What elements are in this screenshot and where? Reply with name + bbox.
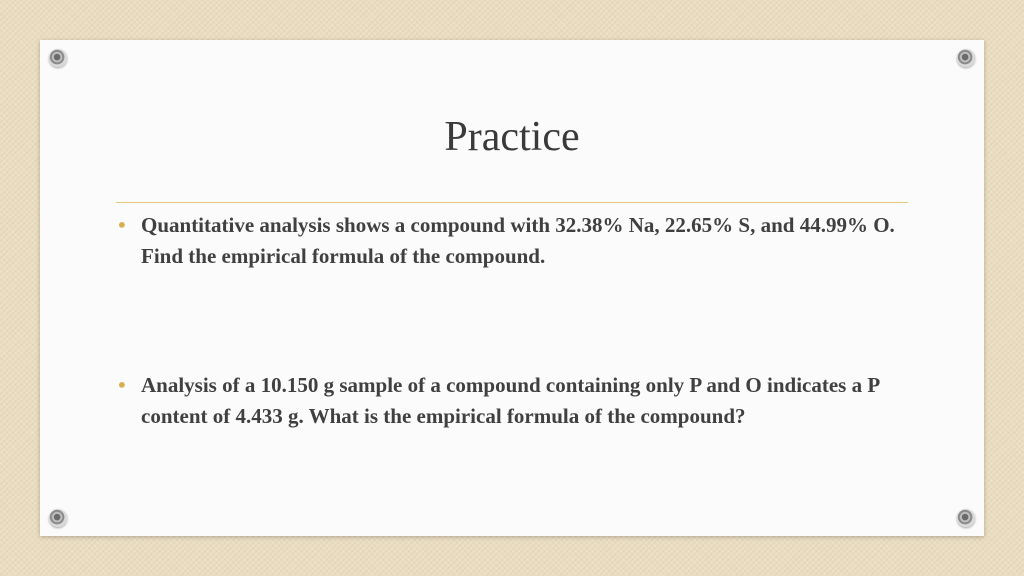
bullet-item: [116, 370, 916, 432]
bullet-text: Analysis of a 10.150 g sample of a compound containing only P and O indicates a P content of 4.433 g. What is the empirical formula of the compound?: [141, 373, 880, 428]
bullet-icon: •: [116, 213, 128, 237]
bullet-text: Quantitative analysis shows a compound with 32.38% Na, 22.65% S, and 44.99% O. Find the empirical formula of the compound.: [141, 213, 895, 268]
bullet-icon: •: [116, 373, 128, 397]
pushpin-icon: [957, 509, 975, 527]
slide-title: Practice: [444, 114, 580, 160]
pushpin-icon: [49, 49, 67, 67]
pushpin-icon: [957, 49, 975, 67]
title-divider: [116, 202, 908, 203]
pushpin-icon: [49, 509, 67, 527]
bullet-item: [116, 210, 916, 272]
slide-card: [40, 40, 984, 536]
